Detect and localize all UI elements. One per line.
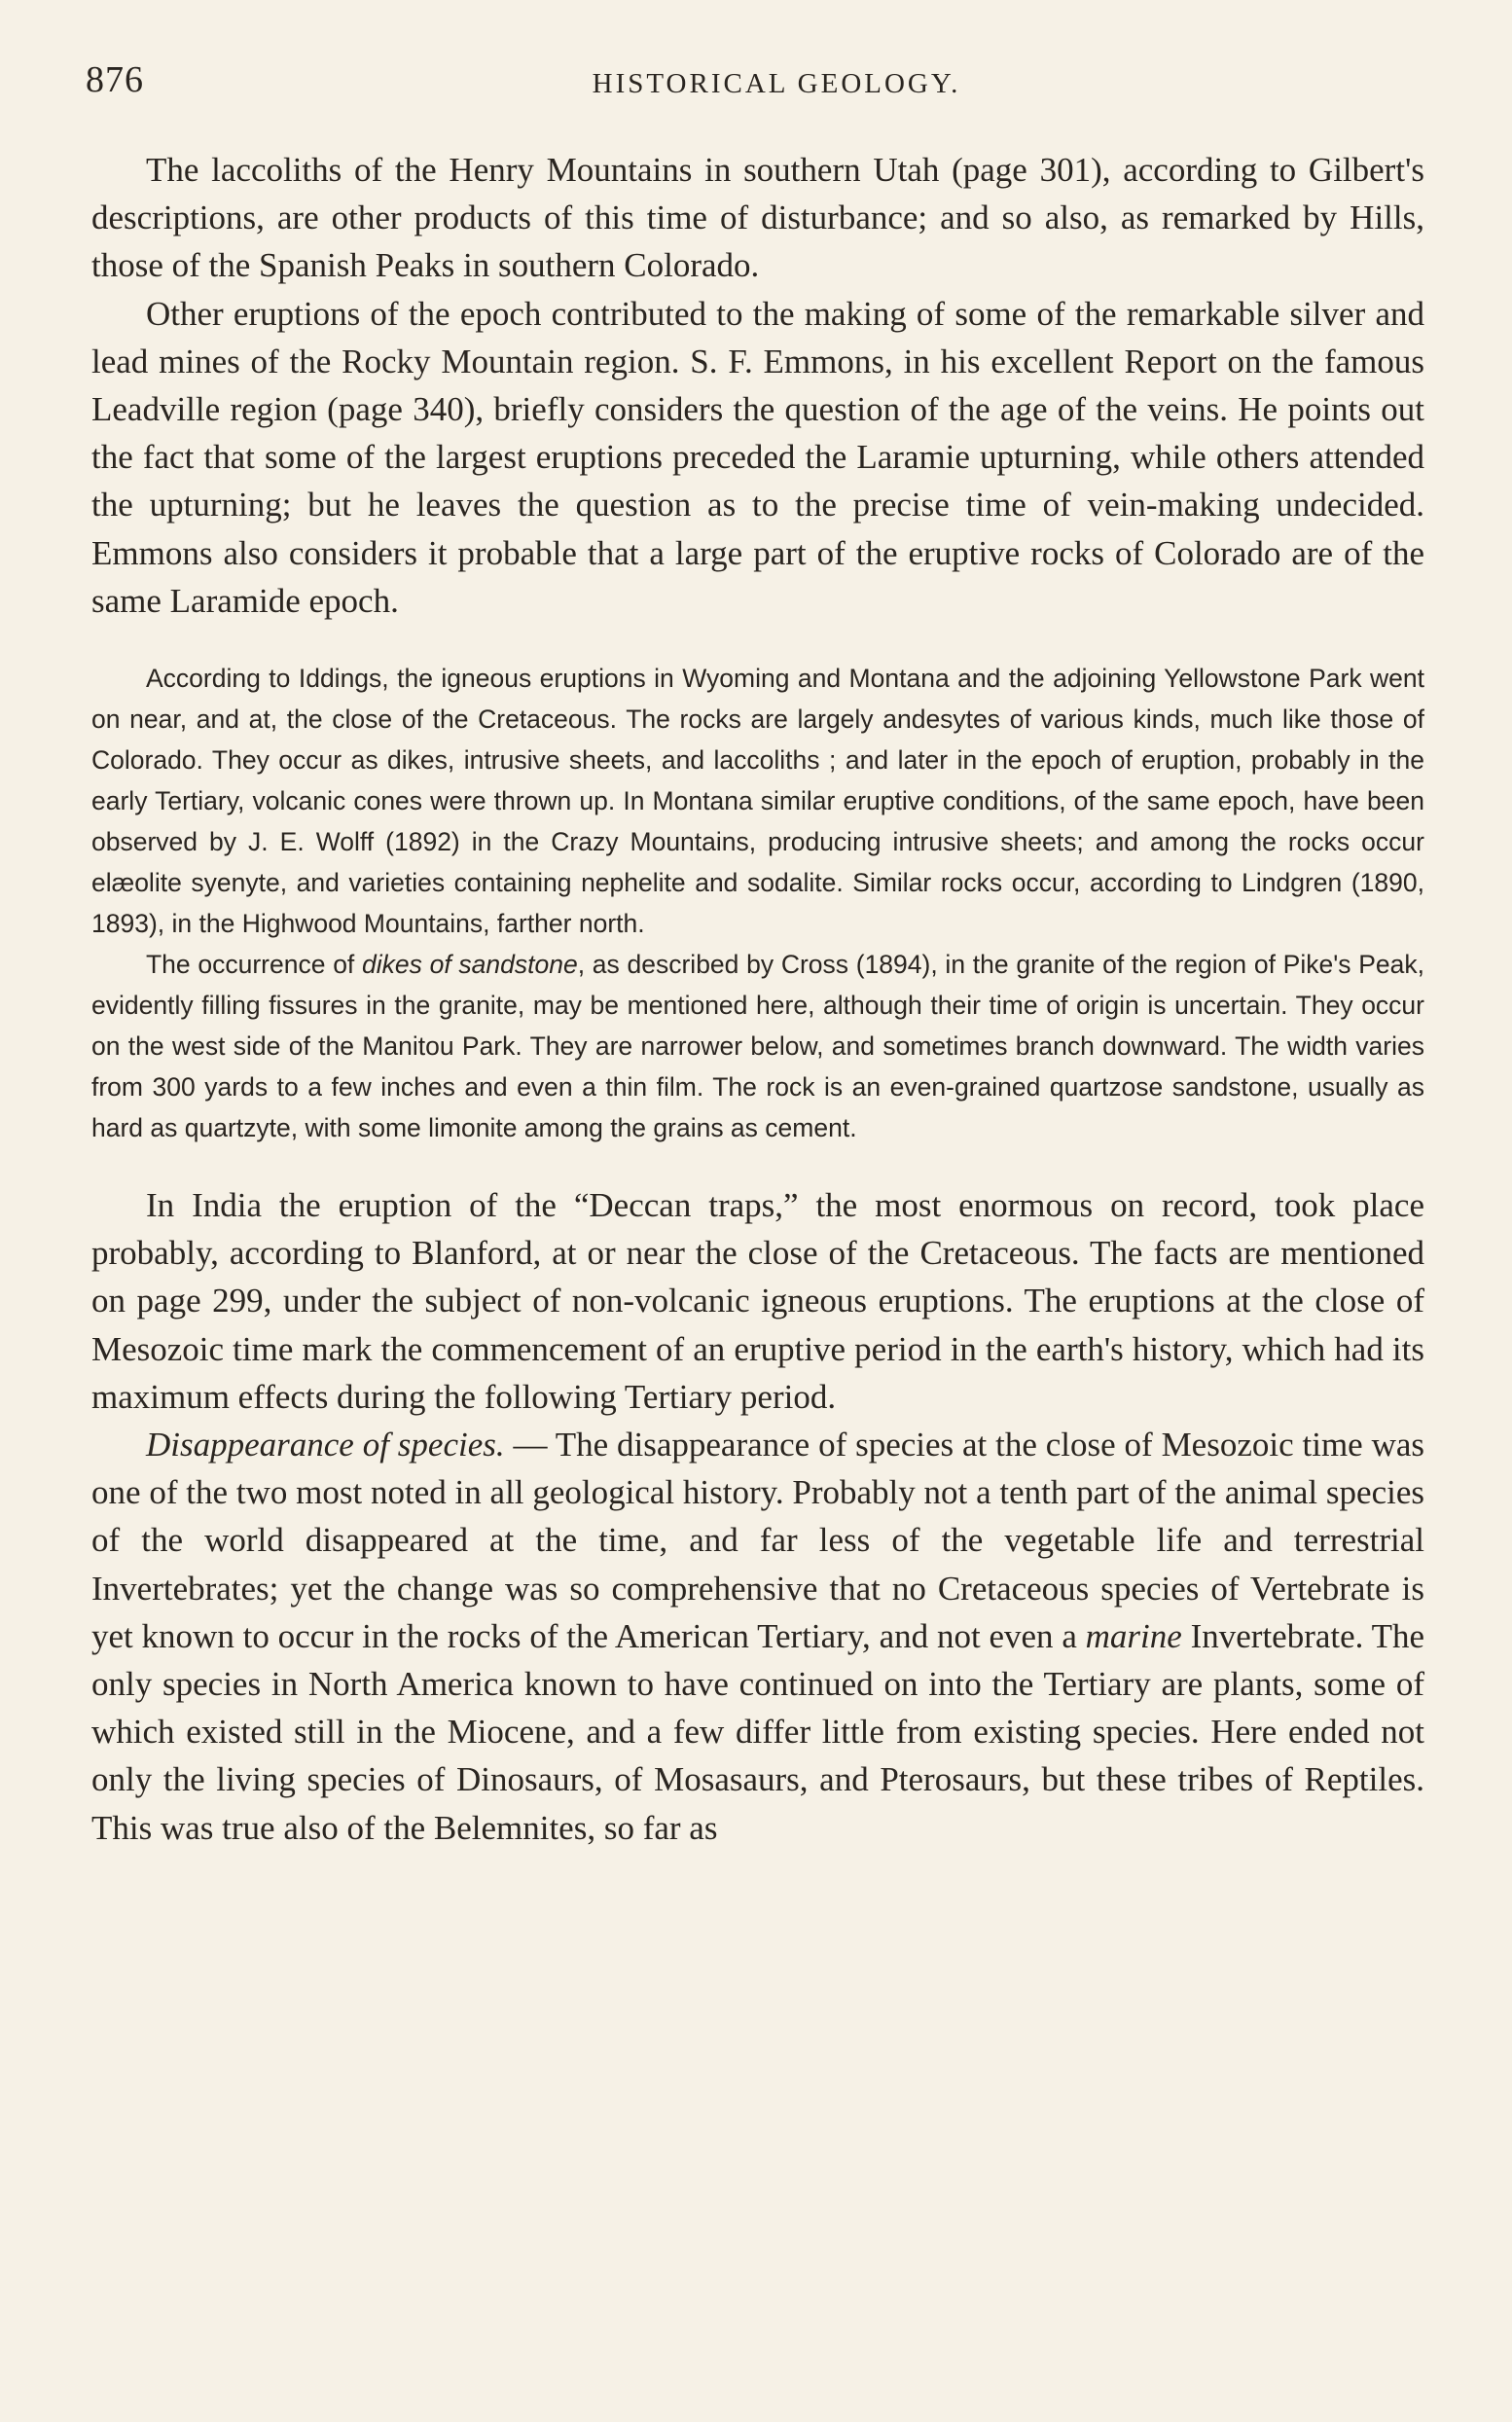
small-paragraph-iddings: According to Iddings, the igneous eruptions in Wyoming and Montana and the adjoining Yellowstone Park went on near, and at, the close of the Cretaceous. The rocks are largely andesytes of various kinds, much like those of Colorado. They occur as dikes, intrusive sheets, and laccoliths ; and later in the epoch of eruption, probably in the early Tertiary, volcanic cones were thrown up. In Montana similar eruptive conditions, of the same epoch, have been observed by J. E. Wolff (1892) in the Crazy Mountains, producing intrusive sheets; and among the rocks occur elæolite syenyte, and varieties containing nephelite and sodalite. Similar rocks occur, according to Lindgren (1890, 1893), in the Highwood Mountains, farther north. [91, 664, 1424, 939]
disappearance-text-rest: Invertebrate. The only species in North America known to have continued on into the Tertiary are plants, some of which existed still in the Miocene, and a few differ little from existing species. Here ended not only the living species of Dinosaurs, of Mosasaurs, and Pterosaurs, but these tribes of Reptiles. This was true also of the Belemnites, so far as [91, 1616, 1424, 1847]
page-number: 876 [86, 59, 144, 100]
section-heading-disappearance: Disappearance of species. [146, 1426, 505, 1464]
small-print-block [91, 658, 1424, 1148]
disappearance-text-start: — The disappearance of species at the close of Mesozoic time was one of the two most noted in all geological history. Probably not a tenth part of the animal species of the world disappeared at the time, and far less of the vegetable life and terrestrial Invertebrates; yet the change was so comprehensive that no Cretaceous species of Vertebrate is yet known to occur in the rocks of the American Tertiary, and not even a [91, 1426, 1424, 1655]
dikes-text-rest: , as described by Cross (1894), in the granite of the region of Pike's Peak, evidently filling fissures in the granite, may be mentioned here, although their time of origin is uncertain. They occur on the west side of the Manitou Park. They are narrower below, and sometimes branch downward. The width varies from 300 yards to a few inches and even a thin film. The rock is an even-grained quartzose sandstone, usually as hard as quartzyte, with some limonite among the grains as cement. [91, 950, 1424, 1143]
paragraph-disappearance [91, 1421, 1424, 1852]
paragraph-eruptions-mines: Other eruptions of the epoch contributed to the making of some of the remarkable silver and lead mines of the Rocky Mountain region. S. F. Emmons, in his excellent Report on the famous Leadville region (page 340), briefly considers the question of the age of the veins. He points out the fact that some of the largest eruptions preceded the Laramie upturning, while others attended the upturning; but he leaves the question as to the precise time of vein-making undecided. Emmons also considers it probable that a large part of the eruptive rocks of Colorado are of the same Laramide epoch. [91, 294, 1424, 620]
small-paragraph-dikes [91, 944, 1424, 1148]
running-head: HISTORICAL GEOLOGY. [592, 68, 961, 99]
paragraph-deccan-traps: In India the eruption of the “Deccan traps,” the most enormous on record, took place probably, according to Blanford, at or near the close of the Cretaceous. The facts are mentioned on page 299, under the subject of non-volcanic igneous eruptions. The eruptions at the close of Mesozoic time mark the commencement of an eruptive period in the earth's history, which had its maximum effects during the following Tertiary period. [91, 1186, 1424, 1416]
marine-italic-term: marine [1085, 1616, 1182, 1655]
dikes-italic-term: dikes of sandstone [362, 950, 578, 980]
page-body [91, 146, 1424, 1852]
paragraph-laccoliths: The laccoliths of the Henry Mountains in southern Utah (page 301), according to Gilbert's descriptions, are other products of this time of disturbance; and so also, as remarked by Hills, those of the Spanish Peaks in southern Colorado. [91, 151, 1424, 285]
dikes-text-start: The occurrence of [146, 950, 363, 980]
page-header [86, 58, 1467, 107]
